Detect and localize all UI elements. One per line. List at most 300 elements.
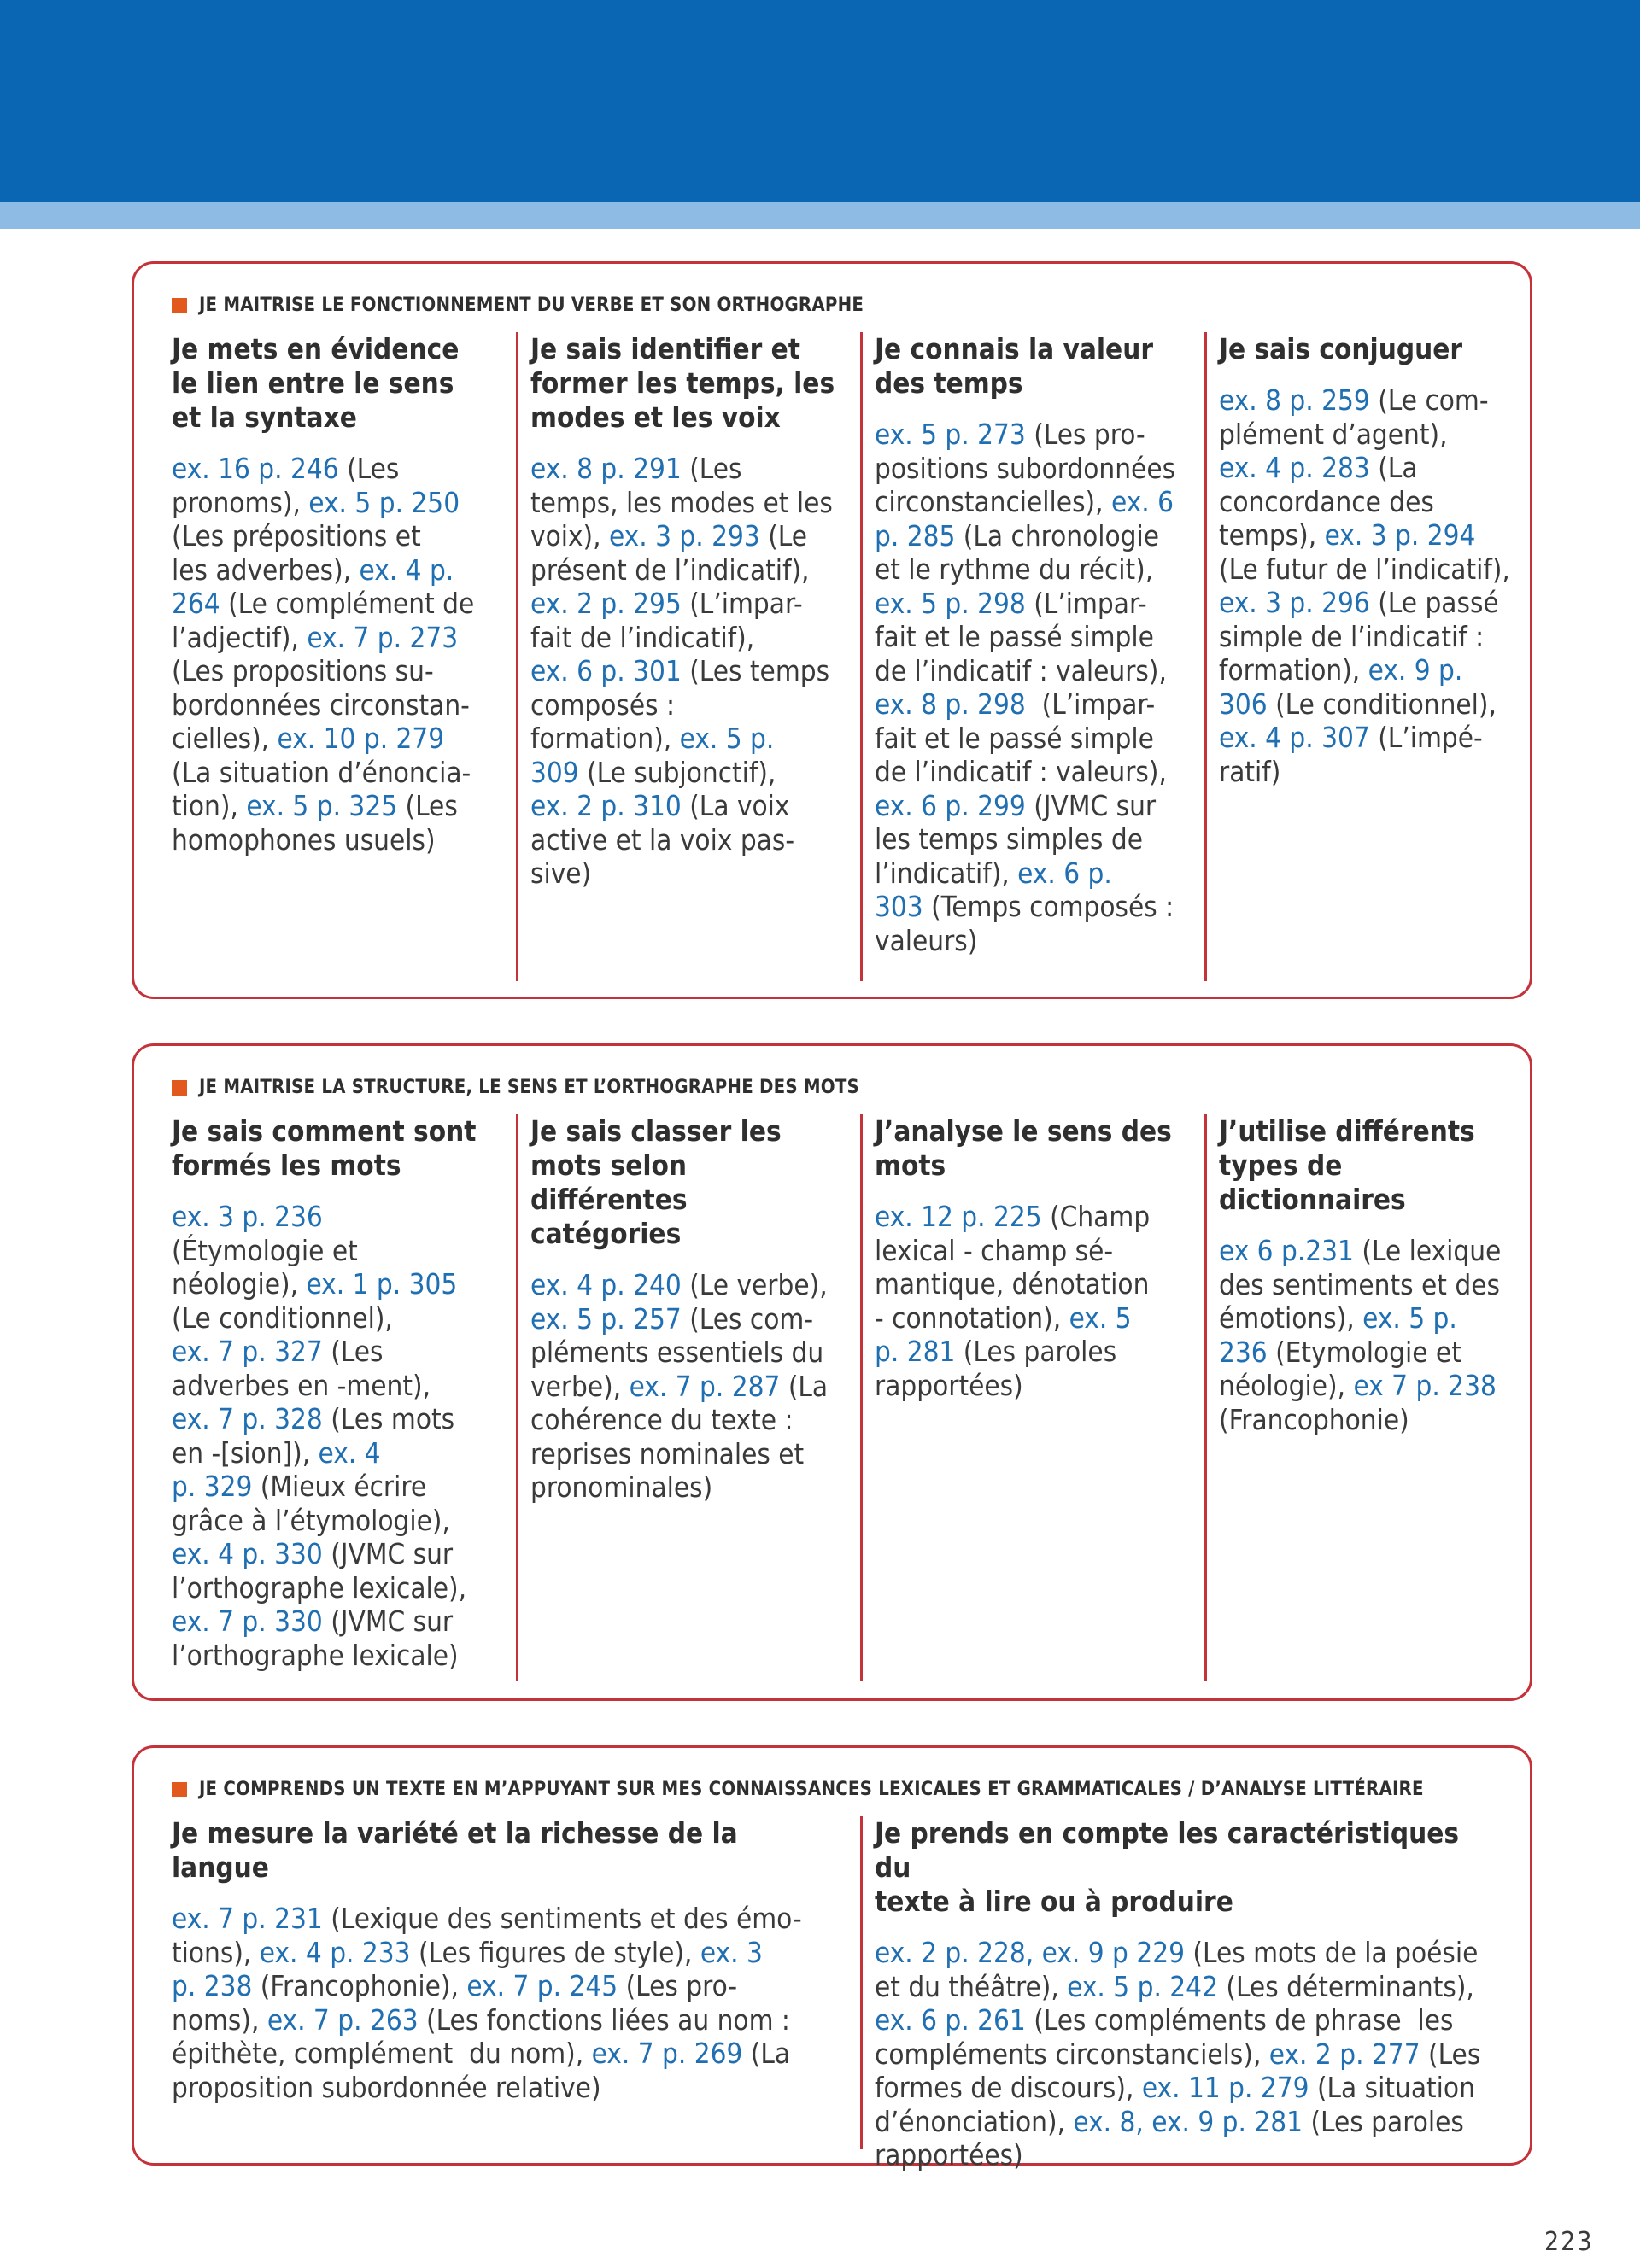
column xyxy=(172,332,516,981)
body-line xyxy=(172,1335,504,1369)
column-title-line: types de dictionnaires xyxy=(1219,1149,1406,1216)
body-text: présent de l’indicatif), xyxy=(530,552,810,587)
exercise-reference: 309 xyxy=(530,755,579,789)
body-line xyxy=(172,2037,848,2071)
body-text: (La voix xyxy=(681,789,790,822)
exercise-reference: ex. 8 p. 259 xyxy=(1219,383,1370,417)
body-text: et du théâtre), xyxy=(875,1969,1068,2003)
body-text: (Le com- xyxy=(1369,383,1489,417)
body-text: formation), xyxy=(1219,653,1368,687)
body-text: d’énonciation), xyxy=(875,2104,1074,2138)
body-text: (La xyxy=(742,2037,791,2070)
square-bullet-icon xyxy=(172,298,187,313)
column-title-line: Je connais la valeur xyxy=(875,332,1153,365)
column xyxy=(172,1114,516,1681)
exercise-reference: 264 xyxy=(172,587,220,620)
exercise-reference: ex. 2 p. 310 xyxy=(530,789,682,822)
body-text: - connotation), xyxy=(875,1301,1069,1335)
exercise-reference: ex. 7 p. 327 xyxy=(172,1335,323,1368)
exercise-reference: ex. 5 p. 257 xyxy=(530,1301,682,1336)
body-line xyxy=(530,1437,848,1471)
body-line xyxy=(172,1571,504,1605)
exercise-reference: ex. 8 p. 291 xyxy=(530,452,682,485)
exercise-reference: p. 281 xyxy=(875,1335,956,1368)
exercise-reference: ex. 7 p. 287 xyxy=(629,1369,781,1403)
body-line xyxy=(875,519,1192,553)
body-line xyxy=(172,1470,504,1504)
section-heading-text: JE MAITRISE LE FONCTIONNEMENT DU VERBE ET SON ORTHOGRAPHE xyxy=(199,295,864,316)
body-text: l’orthographe lexicale), xyxy=(172,1570,467,1605)
body-text: bordonnées circonstan- xyxy=(172,687,470,722)
body-text: (Les mots de la poésie xyxy=(1184,1936,1479,1969)
body-line xyxy=(530,823,848,857)
column-title-line: J’utilise différents xyxy=(1219,1114,1475,1148)
body-line xyxy=(172,486,504,520)
body-line xyxy=(172,1267,504,1301)
exercise-reference: 236 xyxy=(1219,1335,1268,1369)
body-text: néologie), xyxy=(172,1267,307,1301)
body-line xyxy=(172,823,504,857)
body-text: (Les pro- xyxy=(618,1969,738,2002)
body-text: (Les temps xyxy=(681,654,830,687)
body-line xyxy=(1219,586,1517,620)
body-text: (Les déterminants), xyxy=(1217,1969,1474,2003)
column xyxy=(1204,332,1529,981)
body-text: (Le complément de xyxy=(220,587,475,620)
body-text: épithète, complément du nom), xyxy=(172,2037,592,2070)
section-heading xyxy=(172,295,864,316)
exercise-reference: ex. 5 p. 325 xyxy=(246,789,398,822)
body-text: voix), xyxy=(530,519,609,552)
body-text: rapportées) xyxy=(875,1368,1023,1402)
body-line xyxy=(875,452,1192,486)
body-text: temps), xyxy=(1219,518,1325,552)
body-line xyxy=(1219,1403,1517,1437)
body-text: (Le passé xyxy=(1369,586,1499,619)
exercise-reference: ex. 4 p. xyxy=(359,552,454,587)
body-text: formes de discours), xyxy=(875,2071,1142,2104)
exercise-reference: ex. 2 p. 228, ex. 9 p 229 xyxy=(875,1936,1185,1969)
exercise-reference: ex. 5 p. 250 xyxy=(308,485,460,519)
body-text: (Temps composés : xyxy=(922,890,1174,923)
body-text: (Les xyxy=(681,452,742,485)
body-line xyxy=(172,1902,848,1936)
body-line xyxy=(172,1537,504,1571)
body-line xyxy=(530,1336,848,1370)
exercise-reference: ex. 4 p. 240 xyxy=(530,1268,682,1301)
body-text: (La xyxy=(1369,451,1418,484)
body-line xyxy=(875,2037,1497,2072)
body-text: (Les xyxy=(322,1335,384,1368)
body-line xyxy=(875,654,1192,688)
body-line xyxy=(530,856,848,891)
body-line xyxy=(875,924,1192,958)
body-text: verbe), xyxy=(530,1369,630,1403)
body-text: composés : xyxy=(530,687,676,722)
body-line xyxy=(875,856,1192,891)
body-line xyxy=(1219,1369,1517,1403)
column-body xyxy=(530,1268,848,1505)
body-line xyxy=(172,1639,504,1673)
column xyxy=(1204,1114,1529,1681)
columns xyxy=(172,1114,1529,1681)
body-line xyxy=(875,1335,1192,1369)
body-text: (Le futur de l’indicatif), xyxy=(1219,552,1510,586)
body-text: en -[sion]), xyxy=(172,1435,319,1470)
body-line xyxy=(530,621,848,655)
body-line xyxy=(172,1969,848,2003)
body-text: (La situation d’énoncia- xyxy=(172,755,472,789)
body-line xyxy=(875,822,1192,856)
body-text: rapportées) xyxy=(875,2138,1023,2172)
body-text: (L’impar- xyxy=(1025,687,1156,721)
column xyxy=(860,1114,1204,1681)
body-text: (Les fonctions liées au nom : xyxy=(418,2002,790,2037)
body-line xyxy=(172,722,504,756)
column-title-line: Je mets en évidence xyxy=(172,332,460,365)
page-number: 223 xyxy=(1544,2227,1594,2257)
body-line xyxy=(172,1200,504,1234)
body-text: homophones usuels) xyxy=(172,822,436,856)
section-verbe xyxy=(132,261,1532,999)
body-text: proposition subordonnée relative) xyxy=(172,2070,601,2104)
exercise-reference: p. 285 xyxy=(875,518,956,552)
body-line xyxy=(1219,418,1517,452)
column-body xyxy=(875,1200,1192,1402)
body-text: de l’indicatif : valeurs), xyxy=(875,755,1167,788)
body-line xyxy=(875,1234,1192,1268)
body-line xyxy=(172,452,504,486)
body-text: (Les mots xyxy=(322,1402,455,1435)
column-body xyxy=(1219,383,1517,788)
column-title xyxy=(1219,332,1517,366)
body-line xyxy=(875,2003,1497,2037)
body-text: (JVMC sur xyxy=(322,1537,454,1570)
square-bullet-icon xyxy=(172,1080,187,1096)
body-line xyxy=(530,654,848,688)
body-line xyxy=(530,1268,848,1302)
body-text: mantique, dénotation xyxy=(875,1267,1150,1301)
body-text: plément d’agent), xyxy=(1219,417,1448,451)
body-line xyxy=(1219,451,1517,485)
column-title-line: Je sais conjuguer xyxy=(1219,332,1463,365)
exercise-reference: ex. 8 p. 298 xyxy=(875,687,1026,721)
exercise-reference: ex 6 p.231 xyxy=(1219,1234,1354,1267)
column-title-line: et la syntaxe xyxy=(172,400,357,434)
body-line xyxy=(875,1936,1497,1970)
body-text: (L’impar- xyxy=(1025,586,1147,620)
body-text: (Étymologie et xyxy=(172,1233,358,1267)
body-line xyxy=(530,756,848,790)
body-line xyxy=(875,2105,1497,2139)
exercise-reference: ex. 7 p. 330 xyxy=(172,1605,323,1638)
body-text: fait et le passé simple xyxy=(875,620,1154,653)
exercise-reference: ex. 6 p. 301 xyxy=(530,654,682,687)
body-text: cielles), xyxy=(172,722,278,755)
column-title xyxy=(530,332,848,435)
body-text: reprises nominales et xyxy=(530,1436,805,1470)
exercise-reference: ex. 6 p. xyxy=(1017,856,1112,890)
body-line xyxy=(875,1267,1192,1301)
body-line xyxy=(172,1504,504,1538)
exercise-reference: ex. 7 p. 245 xyxy=(466,1969,618,2002)
body-text: tion), xyxy=(172,789,247,822)
column xyxy=(516,1114,860,1681)
body-text: (Mieux écrire xyxy=(252,1470,427,1503)
exercise-reference: ex. 4 p. 233 xyxy=(259,1935,411,1969)
body-line xyxy=(530,688,848,722)
body-text: (Le xyxy=(759,519,808,552)
body-text: (Les paroles xyxy=(955,1335,1117,1368)
body-text: (Francophonie), xyxy=(252,1969,467,2002)
body-text: (Le lexique xyxy=(1353,1234,1502,1267)
body-text: (Les figures de style), xyxy=(410,1935,700,1969)
body-line xyxy=(172,756,504,790)
column-title xyxy=(875,332,1192,400)
body-line xyxy=(875,755,1192,789)
exercise-reference: ex. 9 p. xyxy=(1368,653,1463,687)
body-line xyxy=(875,1200,1192,1234)
body-line xyxy=(172,621,504,655)
body-text: l’adjectif), xyxy=(172,620,308,654)
body-line xyxy=(875,1970,1497,2004)
body-text: (La situation xyxy=(1309,2071,1475,2104)
exercise-reference: ex. 7 p. 328 xyxy=(172,1402,323,1435)
exercise-reference: ex. 2 p. 295 xyxy=(530,587,682,620)
exercise-reference: ex. 7 p. 231 xyxy=(172,1902,323,1935)
body-text: compléments circonstanciels), xyxy=(875,2037,1269,2071)
body-text: (Les compléments de phrase les xyxy=(1025,2003,1454,2037)
body-text: simple de l’indicatif : xyxy=(1219,619,1485,653)
body-text: et le rythme du récit), xyxy=(875,552,1154,586)
body-text: pronoms), xyxy=(172,485,309,519)
body-line xyxy=(1219,721,1517,755)
body-line xyxy=(172,654,504,688)
exercise-reference: p. 329 xyxy=(172,1470,253,1503)
column-title-line: Je prends en compte les caractéristiques du xyxy=(875,1816,1460,1884)
exercise-reference: ex 7 p. 238 xyxy=(1353,1369,1496,1402)
body-text: pronominales) xyxy=(530,1470,713,1504)
body-text: (Les prépositions et xyxy=(172,519,421,552)
body-text: les temps simples de xyxy=(875,822,1144,856)
exercise-reference: ex. 4 p. 283 xyxy=(1219,451,1370,484)
exercise-reference: ex. 3 p. 293 xyxy=(608,519,760,552)
column-title-line: mots xyxy=(875,1149,946,1182)
body-line xyxy=(1219,1268,1517,1302)
body-text: néologie), xyxy=(1219,1369,1354,1402)
exercise-reference: ex. 6 p. 299 xyxy=(875,788,1026,822)
body-line xyxy=(172,587,504,621)
body-line xyxy=(875,687,1192,722)
column-title xyxy=(1219,1114,1517,1217)
exercise-reference: ex. 11 p. 279 xyxy=(1141,2071,1309,2104)
body-text: fait et le passé simple xyxy=(875,721,1154,755)
exercise-reference: ex. 3 p. 296 xyxy=(1219,586,1370,619)
body-text: l’indicatif), xyxy=(875,856,1018,890)
body-line xyxy=(172,553,504,587)
section-heading-text: JE MAITRISE LA STRUCTURE, LE SENS ET L’ORTHOGRAPHE DES MOTS xyxy=(199,1077,859,1098)
body-line xyxy=(172,2003,848,2037)
body-line xyxy=(875,789,1192,823)
body-line xyxy=(530,519,848,553)
square-bullet-icon xyxy=(172,1782,187,1797)
body-line xyxy=(875,890,1192,924)
body-text: émotions), xyxy=(1219,1301,1363,1335)
body-text: ratif) xyxy=(1219,754,1281,788)
body-text: (L’impar- xyxy=(681,587,803,620)
column-title xyxy=(875,1114,1192,1183)
body-text: valeurs) xyxy=(875,923,978,957)
body-line xyxy=(530,789,848,823)
body-line xyxy=(875,2138,1497,2172)
body-line xyxy=(172,1234,504,1268)
body-text: (Le subjonctif), xyxy=(578,755,776,789)
exercise-reference: ex. 7 p. 269 xyxy=(591,2037,743,2070)
body-text: (Le conditionnel), xyxy=(1267,687,1496,721)
body-text: (Les xyxy=(397,789,458,822)
exercise-reference: ex. 4 p. 307 xyxy=(1219,721,1370,754)
exercise-reference: ex. 5 p. 298 xyxy=(875,586,1026,620)
column-title-line: texte à lire ou à produire xyxy=(875,1885,1233,1918)
body-text: (La xyxy=(780,1369,829,1403)
column-title xyxy=(875,1816,1497,1919)
body-text: temps, les modes et les xyxy=(530,485,833,519)
column-body xyxy=(875,1936,1497,2172)
column-title-line: langue xyxy=(172,1850,269,1884)
body-text: (Les paroles xyxy=(1303,2104,1464,2138)
column-title-line: des temps xyxy=(875,366,1023,400)
exercise-reference: ex. 4 p. 330 xyxy=(172,1537,323,1570)
body-line xyxy=(172,1369,504,1403)
body-text: l’orthographe lexicale) xyxy=(172,1638,459,1672)
body-line xyxy=(1219,518,1517,552)
body-line xyxy=(1219,620,1517,654)
body-text: formation), xyxy=(530,722,680,755)
body-line xyxy=(530,1302,848,1336)
column-title-line: former les temps, les xyxy=(530,366,835,400)
body-line xyxy=(875,552,1192,587)
body-text: (JVMC sur xyxy=(1025,788,1157,822)
body-line xyxy=(530,452,848,486)
body-text: (Etymologie et xyxy=(1267,1335,1461,1369)
body-text: positions subordonnées xyxy=(875,451,1176,485)
body-text: sive) xyxy=(530,856,592,890)
column xyxy=(860,332,1204,981)
body-line xyxy=(530,486,848,520)
body-line xyxy=(875,620,1192,654)
header-banner xyxy=(0,0,1640,202)
exercise-reference: ex. 6 xyxy=(1111,485,1174,518)
body-line xyxy=(875,722,1192,756)
column-body xyxy=(172,452,504,856)
body-text: (Les xyxy=(1420,2037,1481,2071)
body-line xyxy=(1219,1336,1517,1370)
exercise-reference: ex. 4 xyxy=(318,1435,381,1470)
body-text: les adverbes), xyxy=(172,552,360,587)
column-body xyxy=(1219,1234,1517,1436)
exercise-reference: ex. 1 p. 305 xyxy=(306,1267,458,1301)
body-line xyxy=(530,1470,848,1505)
exercise-reference: ex. 5 p. 273 xyxy=(875,418,1026,451)
body-text: (Le verbe), xyxy=(681,1268,828,1301)
body-line xyxy=(530,587,848,621)
column-title xyxy=(530,1114,848,1251)
column-title-line: mots selon différentes xyxy=(530,1149,688,1216)
header-stripe xyxy=(0,202,1640,229)
body-line xyxy=(530,1370,848,1404)
body-line xyxy=(1219,1234,1517,1268)
body-line xyxy=(875,1301,1192,1336)
exercise-reference: ex. 10 p. 279 xyxy=(277,722,445,755)
body-text: tions), xyxy=(172,1935,260,1969)
body-text: grâce à l’étymologie), xyxy=(172,1503,450,1537)
exercise-reference: ex. 5 p. xyxy=(679,722,775,755)
exercise-reference: ex. 5 p. 242 xyxy=(1067,1969,1218,2003)
body-text: cohérence du texte : xyxy=(530,1403,794,1436)
column-title-line: catégories xyxy=(530,1217,682,1250)
column-title-line: Je mesure la variété et la richesse de la xyxy=(172,1816,738,1850)
body-text: (Les pro- xyxy=(1025,418,1145,451)
exercise-reference: ex. 3 p. 236 xyxy=(172,1200,323,1233)
body-line xyxy=(172,688,504,722)
column-title-line: modes et les voix xyxy=(530,400,781,434)
exercise-reference: ex. 12 p. 225 xyxy=(875,1200,1042,1233)
body-line xyxy=(875,1369,1192,1403)
column-title-line: Je sais classer les xyxy=(530,1114,782,1148)
body-text: (Les com- xyxy=(681,1301,814,1336)
column-body xyxy=(172,1902,848,2104)
body-line xyxy=(172,1402,504,1436)
body-line xyxy=(530,1403,848,1437)
body-line xyxy=(530,553,848,587)
column xyxy=(516,332,860,981)
body-text: des sentiments et des xyxy=(1219,1267,1500,1301)
columns xyxy=(172,1816,1509,2172)
exercise-reference: ex. 3 p. 294 xyxy=(1324,518,1476,552)
section-heading xyxy=(172,1077,859,1098)
body-text: (Francophonie) xyxy=(1219,1402,1409,1436)
section-mots xyxy=(132,1043,1532,1701)
section-heading xyxy=(172,1779,1424,1800)
body-line xyxy=(1219,552,1517,587)
body-line xyxy=(172,2071,848,2105)
body-text: (Les propositions su- xyxy=(172,654,434,687)
exercise-reference: ex. 8, ex. 9 p. 281 xyxy=(1073,2104,1303,2138)
body-line xyxy=(1219,383,1517,418)
exercise-reference: ex. 5 xyxy=(1069,1301,1132,1335)
column-title-line: Je sais comment sont xyxy=(172,1114,477,1148)
exercise-reference: ex. 16 p. 246 xyxy=(172,452,339,485)
body-text: active et la voix pas- xyxy=(530,822,795,856)
body-text: adverbes en -ment), xyxy=(172,1368,430,1402)
body-text: (JVMC sur xyxy=(322,1605,454,1638)
exercise-reference: p. 238 xyxy=(172,1969,253,2002)
column-title-line: Je sais identifier et xyxy=(530,332,800,365)
body-line xyxy=(172,1605,504,1639)
column-title xyxy=(172,1114,504,1183)
exercise-reference: 303 xyxy=(875,890,923,923)
body-text: lexical - champ sé- xyxy=(875,1233,1114,1267)
body-line xyxy=(172,1436,504,1470)
column-body xyxy=(530,452,848,891)
column-title xyxy=(172,1816,848,1885)
exercise-reference: ex. 5 p. xyxy=(1362,1301,1457,1335)
exercise-reference: ex. 3 xyxy=(700,1935,763,1969)
column-body xyxy=(875,418,1192,957)
body-text: (Lexique des sentiments et des émo- xyxy=(322,1902,802,1935)
body-text: (Champ xyxy=(1041,1200,1151,1233)
exercise-reference: ex. 7 p. 273 xyxy=(307,620,459,654)
